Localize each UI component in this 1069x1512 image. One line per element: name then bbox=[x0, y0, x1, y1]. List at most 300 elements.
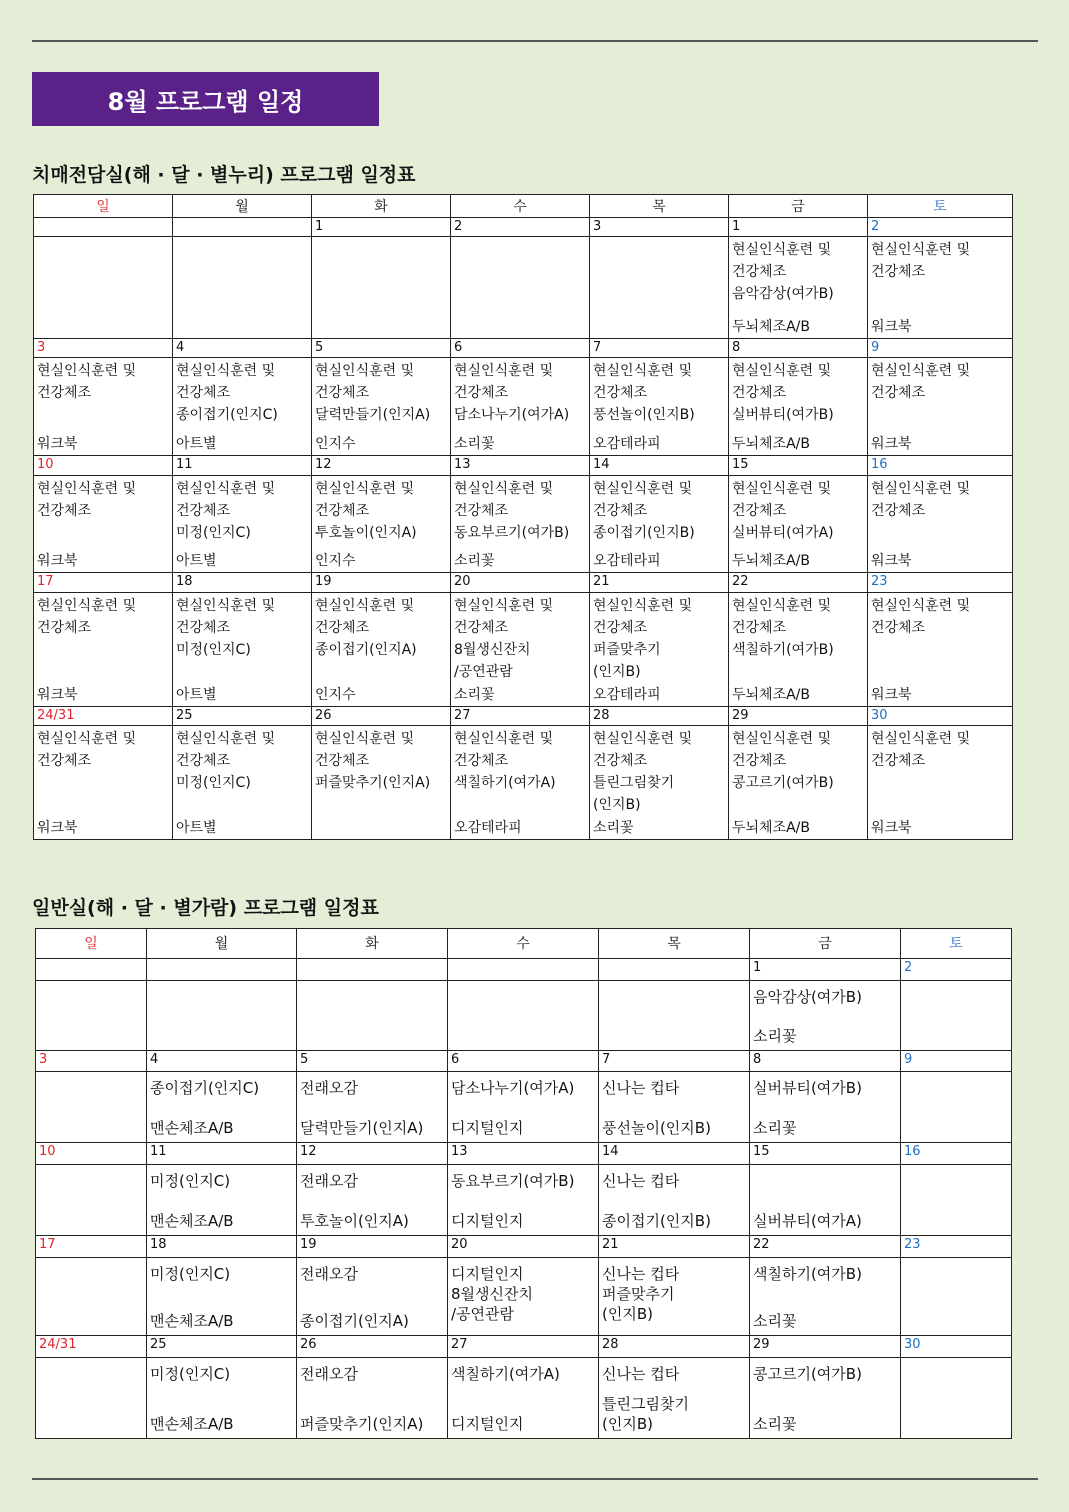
program-cell-content bbox=[37, 728, 172, 839]
date-cell: 1 bbox=[729, 218, 868, 237]
program-cell bbox=[868, 592, 1013, 706]
program-list bbox=[315, 478, 450, 544]
program-cell-content bbox=[904, 981, 1011, 1050]
date-cell: 28 bbox=[599, 1335, 750, 1357]
program-item: 건강체조 bbox=[176, 502, 231, 519]
program-list-bottom bbox=[753, 1311, 900, 1331]
date-cell: 10 bbox=[34, 456, 173, 475]
program-list bbox=[300, 1264, 447, 1284]
program-cell bbox=[901, 1164, 1012, 1235]
program-cell-content bbox=[37, 478, 172, 573]
program-item: 퍼즐맞추기(인지A) bbox=[300, 1415, 424, 1433]
date-cell bbox=[599, 958, 750, 980]
program-cell-content bbox=[732, 239, 867, 338]
program-list-bottom bbox=[602, 1118, 749, 1138]
program-item: 오감테라피 bbox=[593, 436, 661, 453]
program-item: 전래오감 bbox=[300, 1264, 358, 1283]
date-cell: 16 bbox=[868, 456, 1013, 475]
program-item: 음악감상(여가B) bbox=[753, 987, 862, 1006]
program-list-bottom bbox=[150, 1211, 296, 1231]
program-list bbox=[593, 360, 728, 426]
date-cell: 18 bbox=[173, 573, 312, 592]
program-item: 소리꽃 bbox=[753, 1119, 797, 1138]
program-item: 달력만들기(인지A) bbox=[300, 1119, 424, 1138]
program-item: 담소나누기(여가A) bbox=[454, 407, 570, 424]
program-cell-content bbox=[904, 1258, 1011, 1335]
program-list bbox=[593, 478, 728, 544]
program-cell bbox=[599, 1257, 750, 1335]
program-item: 색칠하기(여가B) bbox=[753, 1264, 862, 1283]
program-cell-content bbox=[602, 1072, 749, 1142]
program-cell-content bbox=[315, 595, 450, 706]
program-list-bottom bbox=[753, 1026, 900, 1046]
program-cell bbox=[590, 358, 729, 456]
program-item: 건강체조 bbox=[454, 385, 509, 402]
date-cell: 25 bbox=[173, 706, 312, 725]
program-item: 현실인식훈련 및 bbox=[732, 597, 832, 614]
program-item: 건강체조 bbox=[593, 752, 648, 769]
program-cell-content bbox=[602, 1258, 749, 1335]
program-cell bbox=[729, 475, 868, 573]
program-item: 신나는 컵타 bbox=[602, 1264, 680, 1283]
program-list bbox=[454, 728, 589, 794]
program-cell-content bbox=[300, 1072, 447, 1142]
program-list bbox=[593, 595, 728, 683]
program-cell-content bbox=[602, 981, 749, 1050]
program-item: 워크북 bbox=[37, 553, 78, 570]
program-item: 현실인식훈련 및 bbox=[454, 480, 554, 497]
program-cell-content bbox=[732, 478, 867, 573]
program-list-bottom bbox=[37, 817, 172, 839]
program-cell bbox=[448, 1357, 599, 1439]
program-item: 현실인식훈련 및 bbox=[176, 363, 276, 380]
program-cell bbox=[147, 1164, 297, 1235]
date-cell: 21 bbox=[599, 1235, 750, 1257]
program-item: 아트별 bbox=[176, 820, 217, 836]
program-item: 8월생신잔치 bbox=[451, 1284, 533, 1303]
weekday-header: 목 bbox=[590, 195, 729, 218]
date-cell: 19 bbox=[297, 1235, 448, 1257]
program-list-bottom bbox=[300, 1118, 447, 1138]
date-cell: 5 bbox=[297, 1050, 448, 1072]
program-item: 건강체조 bbox=[871, 752, 926, 769]
program-item: 실버뷰티(여가B) bbox=[753, 1079, 862, 1098]
program-list bbox=[871, 478, 1012, 522]
program-cell bbox=[173, 725, 312, 839]
dementia-schedule-title: 치매전담실(해 · 달 · 별누리) 프로그램 일정표 bbox=[32, 164, 416, 186]
program-list bbox=[176, 360, 311, 426]
date-cell: 20 bbox=[451, 573, 590, 592]
program-item: 맨손체조A/B bbox=[150, 1415, 234, 1433]
program-cell bbox=[173, 237, 312, 339]
program-cell-content bbox=[753, 981, 900, 1050]
program-item: 현실인식훈련 및 bbox=[37, 480, 137, 497]
date-cell bbox=[36, 958, 147, 980]
date-cell: 22 bbox=[729, 573, 868, 592]
program-cell-content bbox=[37, 239, 172, 338]
program-item: 건강체조 bbox=[315, 385, 370, 402]
program-item: 현실인식훈련 및 bbox=[871, 363, 971, 380]
program-cell bbox=[297, 980, 448, 1050]
program-cell bbox=[297, 1164, 448, 1235]
date-cell: 2 bbox=[868, 218, 1013, 237]
program-item: 현실인식훈련 및 bbox=[732, 730, 832, 747]
program-list bbox=[451, 1171, 598, 1191]
date-cell: 12 bbox=[312, 456, 451, 475]
program-list-bottom bbox=[602, 1394, 749, 1434]
date-cell: 2 bbox=[901, 958, 1012, 980]
program-cell-content bbox=[904, 1072, 1011, 1142]
program-item: (인지B) bbox=[593, 663, 641, 680]
weekday-header: 화 bbox=[312, 195, 451, 218]
program-list bbox=[602, 1078, 749, 1098]
program-item: 현실인식훈련 및 bbox=[454, 363, 554, 380]
program-item: 아트별 bbox=[176, 553, 217, 570]
program-cell-content bbox=[454, 360, 589, 455]
program-item: 현실인식훈련 및 bbox=[871, 480, 971, 497]
program-item: 동요부르기(여가B) bbox=[451, 1171, 575, 1190]
program-list-bottom bbox=[300, 1211, 447, 1231]
weekday-header: 일 bbox=[34, 195, 173, 218]
program-item: 퍼즐맞추기 bbox=[602, 1284, 675, 1303]
program-item: 소리꽃 bbox=[753, 1311, 797, 1330]
program-item: 현실인식훈련 및 bbox=[593, 597, 693, 614]
program-item: 소리꽃 bbox=[454, 436, 495, 453]
program-item: 종이접기(인지C) bbox=[176, 407, 278, 424]
program-cell bbox=[36, 980, 147, 1050]
program-cell-content bbox=[593, 728, 728, 839]
program-item: 건강체조 bbox=[176, 385, 231, 402]
date-cell bbox=[297, 958, 448, 980]
program-cell bbox=[729, 592, 868, 706]
program-list-bottom bbox=[315, 684, 450, 706]
program-cell bbox=[868, 237, 1013, 339]
program-cell bbox=[36, 1164, 147, 1235]
program-cell-content bbox=[871, 360, 1012, 455]
program-item: 건강체조 bbox=[315, 619, 370, 636]
program-list-bottom bbox=[37, 684, 172, 706]
program-item: 풍선놀이(인지B) bbox=[602, 1119, 711, 1138]
program-list-bottom bbox=[871, 550, 1012, 572]
program-item: 오감테라피 bbox=[454, 820, 522, 836]
program-item: 현실인식훈련 및 bbox=[315, 597, 415, 614]
program-item: (인지B) bbox=[602, 1304, 653, 1323]
weekday-header: 금 bbox=[750, 929, 901, 959]
program-cell-content bbox=[39, 1072, 146, 1142]
date-cell: 20 bbox=[448, 1235, 599, 1257]
program-item: 종이접기(인지C) bbox=[150, 1079, 260, 1098]
program-item: 색칠하기(여가A) bbox=[454, 774, 556, 791]
program-list-bottom bbox=[150, 1311, 296, 1331]
program-item: 현실인식훈련 및 bbox=[37, 597, 137, 614]
program-cell bbox=[297, 1357, 448, 1439]
program-item: 건강체조 bbox=[732, 752, 787, 769]
program-item: 건강체조 bbox=[37, 502, 92, 519]
program-item: 건강체조 bbox=[454, 752, 509, 769]
program-item: 미정(인지C) bbox=[150, 1264, 231, 1283]
program-item: 건강체조 bbox=[871, 264, 926, 281]
program-list-bottom bbox=[593, 550, 728, 572]
program-cell bbox=[312, 358, 451, 456]
program-item: 소리꽃 bbox=[753, 1415, 797, 1433]
program-cell-content bbox=[176, 360, 311, 455]
program-cell bbox=[147, 1072, 297, 1143]
program-cell-content bbox=[602, 1358, 749, 1439]
date-cell: 23 bbox=[868, 573, 1013, 592]
program-item: 두뇌체조A/B bbox=[732, 553, 810, 570]
program-cell bbox=[729, 237, 868, 339]
program-list-bottom bbox=[593, 433, 728, 455]
program-item: 아트별 bbox=[176, 436, 217, 453]
program-list bbox=[871, 360, 1012, 404]
program-cell-content bbox=[593, 478, 728, 573]
program-item: 인지수 bbox=[315, 553, 356, 570]
program-list-bottom bbox=[150, 1414, 296, 1434]
program-cell bbox=[451, 358, 590, 456]
date-cell: 10 bbox=[36, 1143, 147, 1165]
program-item: 디지털인지 bbox=[451, 1211, 524, 1230]
program-cell bbox=[750, 1164, 901, 1235]
date-cell: 11 bbox=[173, 456, 312, 475]
date-cell: 9 bbox=[868, 339, 1013, 358]
program-list bbox=[300, 1171, 447, 1191]
program-cell bbox=[451, 475, 590, 573]
weekday-header: 목 bbox=[599, 929, 750, 959]
program-cell bbox=[590, 237, 729, 339]
program-cell bbox=[599, 1072, 750, 1143]
date-cell: 19 bbox=[312, 573, 451, 592]
date-cell: 30 bbox=[901, 1335, 1012, 1357]
program-cell bbox=[901, 1072, 1012, 1143]
program-item: 건강체조 bbox=[176, 619, 231, 636]
program-item: 종이접기(인지B) bbox=[593, 524, 695, 541]
bottom-divider bbox=[32, 1478, 1038, 1480]
program-list bbox=[602, 1364, 749, 1384]
program-cell bbox=[590, 592, 729, 706]
program-list-bottom bbox=[315, 550, 450, 572]
program-list bbox=[300, 1078, 447, 1098]
program-list-bottom bbox=[315, 433, 450, 455]
program-list-bottom bbox=[753, 1211, 900, 1231]
program-item: 건강체조 bbox=[454, 619, 509, 636]
program-cell-content bbox=[451, 1072, 598, 1142]
program-cell bbox=[312, 475, 451, 573]
date-cell bbox=[448, 958, 599, 980]
program-list bbox=[300, 1364, 447, 1384]
program-item: 틀린그림찾기 bbox=[593, 774, 675, 791]
program-list bbox=[732, 478, 867, 544]
program-cell-content bbox=[454, 595, 589, 706]
date-cell: 15 bbox=[750, 1143, 901, 1165]
date-cell: 6 bbox=[448, 1050, 599, 1072]
program-item: 동요부르기(여가B) bbox=[454, 524, 570, 541]
date-cell: 6 bbox=[451, 339, 590, 358]
program-cell-content bbox=[732, 728, 867, 839]
program-item: 현실인식훈련 및 bbox=[454, 730, 554, 747]
program-item: 색칠하기(여가A) bbox=[451, 1364, 560, 1383]
program-item: 미정(인지C) bbox=[150, 1364, 231, 1383]
date-cell: 7 bbox=[599, 1050, 750, 1072]
program-list bbox=[732, 728, 867, 794]
program-cell bbox=[729, 358, 868, 456]
program-item: 종이접기(인지B) bbox=[602, 1211, 711, 1230]
program-item: 현실인식훈련 및 bbox=[176, 597, 276, 614]
program-cell-content bbox=[176, 478, 311, 573]
program-item: 전래오감 bbox=[300, 1364, 358, 1383]
program-cell bbox=[312, 725, 451, 839]
program-cell bbox=[147, 1357, 297, 1439]
program-list bbox=[753, 1264, 900, 1284]
program-cell-content bbox=[150, 1358, 296, 1439]
program-cell-content bbox=[39, 1165, 146, 1235]
program-list bbox=[315, 728, 450, 794]
program-item: 워크북 bbox=[871, 686, 912, 703]
program-list bbox=[454, 478, 589, 544]
program-cell-content bbox=[300, 1358, 447, 1439]
program-cell-content bbox=[300, 1165, 447, 1235]
program-cell bbox=[599, 1357, 750, 1439]
date-cell: 24/31 bbox=[36, 1335, 147, 1357]
program-list bbox=[37, 478, 172, 522]
date-cell bbox=[147, 958, 297, 980]
program-cell bbox=[451, 725, 590, 839]
date-cell: 4 bbox=[147, 1050, 297, 1072]
program-item: 색칠하기(여가B) bbox=[732, 641, 834, 658]
program-cell-content bbox=[871, 478, 1012, 573]
program-list-bottom bbox=[454, 817, 589, 839]
program-item: 종이접기(인지A) bbox=[300, 1311, 409, 1330]
program-item: 틀린그림찾기 bbox=[602, 1395, 689, 1413]
program-list bbox=[454, 595, 589, 683]
program-list-bottom bbox=[732, 817, 867, 839]
program-cell bbox=[451, 592, 590, 706]
program-cell bbox=[147, 1257, 297, 1335]
program-cell-content bbox=[37, 595, 172, 706]
program-item: 현실인식훈련 및 bbox=[315, 363, 415, 380]
date-cell: 5 bbox=[312, 339, 451, 358]
program-cell bbox=[868, 358, 1013, 456]
program-cell-content bbox=[904, 1165, 1011, 1235]
program-item: 건강체조 bbox=[732, 619, 787, 636]
program-item: 워크북 bbox=[37, 820, 78, 836]
program-item: 전래오감 bbox=[300, 1171, 358, 1190]
weekday-header: 금 bbox=[729, 195, 868, 218]
program-list-bottom bbox=[176, 817, 311, 839]
program-list bbox=[451, 1078, 598, 1098]
weekday-header: 월 bbox=[147, 929, 297, 959]
program-cell bbox=[34, 592, 173, 706]
program-list-bottom bbox=[300, 1311, 447, 1331]
date-cell: 3 bbox=[34, 339, 173, 358]
program-item: 달력만들기(인지A) bbox=[315, 407, 431, 424]
program-item: 건강체조 bbox=[871, 619, 926, 636]
program-list-bottom bbox=[753, 1118, 900, 1138]
program-item: 건강체조 bbox=[871, 502, 926, 519]
program-item: 현실인식훈련 및 bbox=[732, 480, 832, 497]
program-item: 실버뷰티(여가B) bbox=[732, 407, 834, 424]
program-item: 종이접기(인지A) bbox=[315, 641, 417, 658]
dementia-schedule-table bbox=[33, 194, 1013, 840]
program-list bbox=[732, 595, 867, 661]
program-cell-content bbox=[150, 981, 296, 1050]
program-item: 건강체조 bbox=[315, 752, 370, 769]
program-cell-content bbox=[315, 728, 450, 839]
program-cell-content bbox=[451, 1358, 598, 1439]
program-cell bbox=[590, 475, 729, 573]
program-item: (인지B) bbox=[602, 1415, 653, 1433]
program-item: 맨손체조A/B bbox=[150, 1119, 234, 1138]
weekday-header: 토 bbox=[901, 929, 1012, 959]
program-item: 워크북 bbox=[37, 436, 78, 453]
program-cell bbox=[729, 725, 868, 839]
date-cell: 7 bbox=[590, 339, 729, 358]
program-list bbox=[37, 595, 172, 639]
program-list bbox=[176, 595, 311, 661]
program-list bbox=[753, 1364, 900, 1384]
program-item: 투호놀이(인지A) bbox=[300, 1211, 409, 1230]
program-cell bbox=[34, 475, 173, 573]
program-cell bbox=[750, 1072, 901, 1143]
date-cell: 26 bbox=[297, 1335, 448, 1357]
date-cell: 17 bbox=[34, 573, 173, 592]
program-item: 디지털인지 bbox=[451, 1119, 524, 1138]
program-item: 퍼즐맞추기(인지A) bbox=[315, 774, 431, 791]
program-item: 현실인식훈련 및 bbox=[37, 730, 137, 747]
date-cell: 8 bbox=[729, 339, 868, 358]
program-item: 워크북 bbox=[871, 436, 912, 453]
program-list-bottom bbox=[732, 316, 867, 338]
program-list bbox=[593, 728, 728, 816]
date-cell: 13 bbox=[451, 456, 590, 475]
program-cell bbox=[36, 1357, 147, 1439]
program-list-bottom bbox=[732, 550, 867, 572]
program-list bbox=[37, 360, 172, 404]
weekday-header: 일 bbox=[36, 929, 147, 959]
program-cell-content bbox=[315, 239, 450, 338]
program-list bbox=[150, 1078, 296, 1098]
date-cell: 13 bbox=[448, 1143, 599, 1165]
program-item: 디지털인지 bbox=[451, 1415, 524, 1433]
program-item: 8월생신잔치 bbox=[454, 641, 531, 658]
date-cell: 21 bbox=[590, 573, 729, 592]
date-cell: 29 bbox=[729, 706, 868, 725]
program-cell-content bbox=[315, 478, 450, 573]
program-item: 실버뷰티(여가A) bbox=[732, 524, 834, 541]
program-list-bottom bbox=[871, 433, 1012, 455]
weekday-header: 토 bbox=[868, 195, 1013, 218]
program-item: 건강체조 bbox=[37, 619, 92, 636]
program-item: 미정(인지C) bbox=[176, 774, 251, 791]
program-cell bbox=[34, 237, 173, 339]
program-cell-content bbox=[593, 595, 728, 706]
date-cell: 12 bbox=[297, 1143, 448, 1165]
program-item: 미정(인지C) bbox=[150, 1171, 231, 1190]
program-item: 디지털인지 bbox=[451, 1264, 524, 1283]
program-cell bbox=[312, 592, 451, 706]
date-cell: 4 bbox=[173, 339, 312, 358]
program-item: 건강체조 bbox=[37, 752, 92, 769]
program-item: 실버뷰티(여가A) bbox=[753, 1211, 862, 1230]
program-cell-content bbox=[753, 1072, 900, 1142]
date-cell bbox=[34, 218, 173, 237]
program-cell bbox=[750, 1257, 901, 1335]
program-cell bbox=[901, 1257, 1012, 1335]
program-list-bottom bbox=[602, 1211, 749, 1231]
program-item: 건강체조 bbox=[593, 619, 648, 636]
program-cell bbox=[147, 980, 297, 1050]
program-item: 건강체조 bbox=[593, 385, 648, 402]
program-item: 현실인식훈련 및 bbox=[732, 242, 832, 259]
